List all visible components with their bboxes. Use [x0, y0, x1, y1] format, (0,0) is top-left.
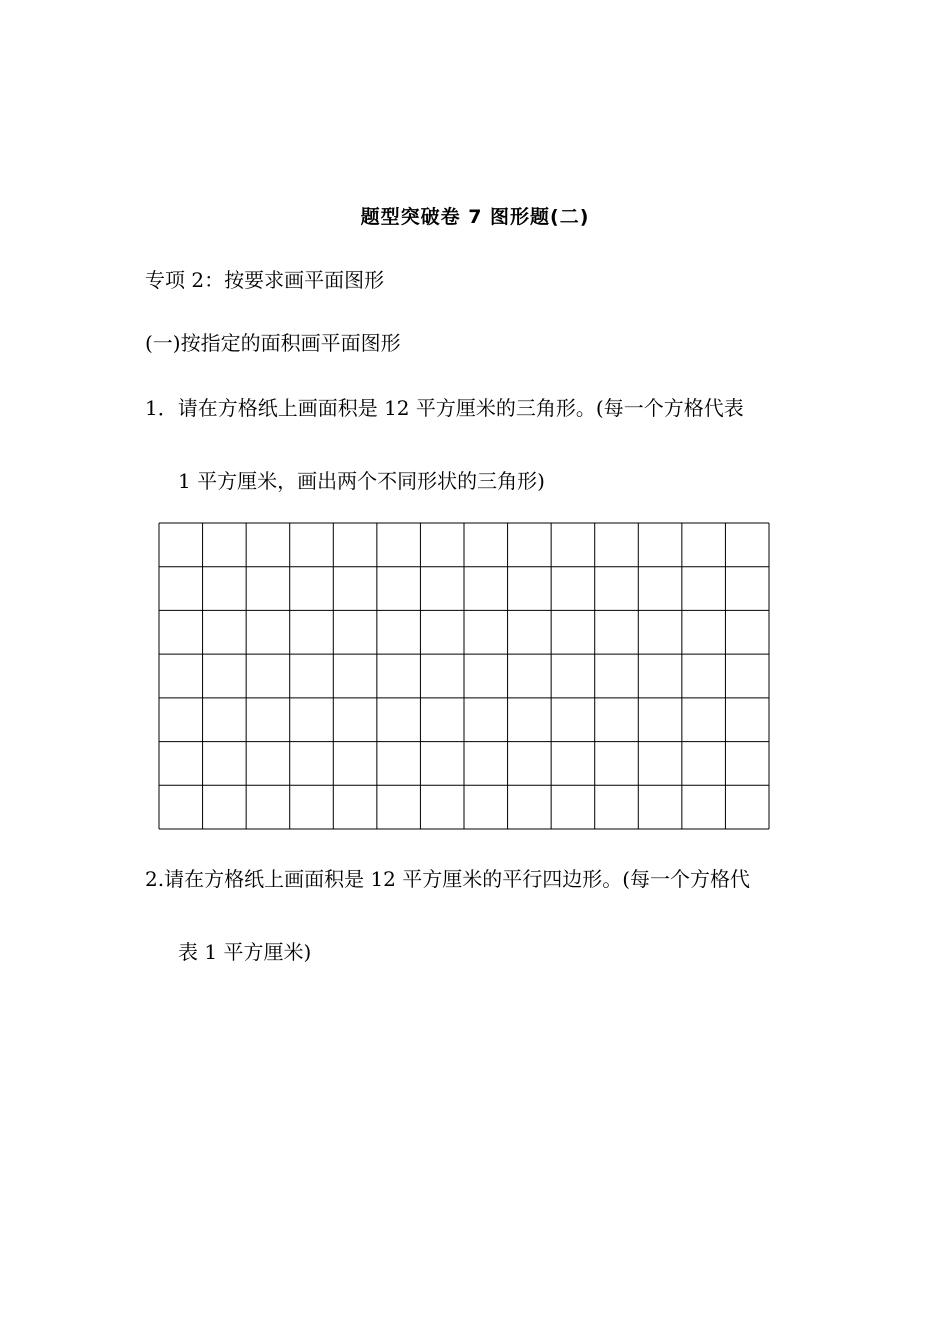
question-2-text: 2.请在方格纸上画面积是 12 平方厘米的平行四边形。(每一个方格代 — [145, 867, 751, 891]
question-1-text-continued: 1 平方厘米，画出两个不同形状的三角形) — [178, 469, 545, 493]
section-heading: 专项 2：按要求画平面图形 — [145, 268, 385, 292]
subsection-heading: (一)按指定的面积画平面图形 — [145, 331, 401, 355]
question-1-text: 1．请在方格纸上画面积是 12 平方厘米的三角形。(每一个方格代表 — [145, 396, 744, 420]
grid-lines — [158, 522, 770, 830]
question-2-text-continued: 表 1 平方厘米) — [178, 940, 312, 964]
square-grid-paper[interactable] — [158, 522, 770, 830]
page-title: 题型突破卷 7 图形题(二) — [360, 206, 590, 228]
